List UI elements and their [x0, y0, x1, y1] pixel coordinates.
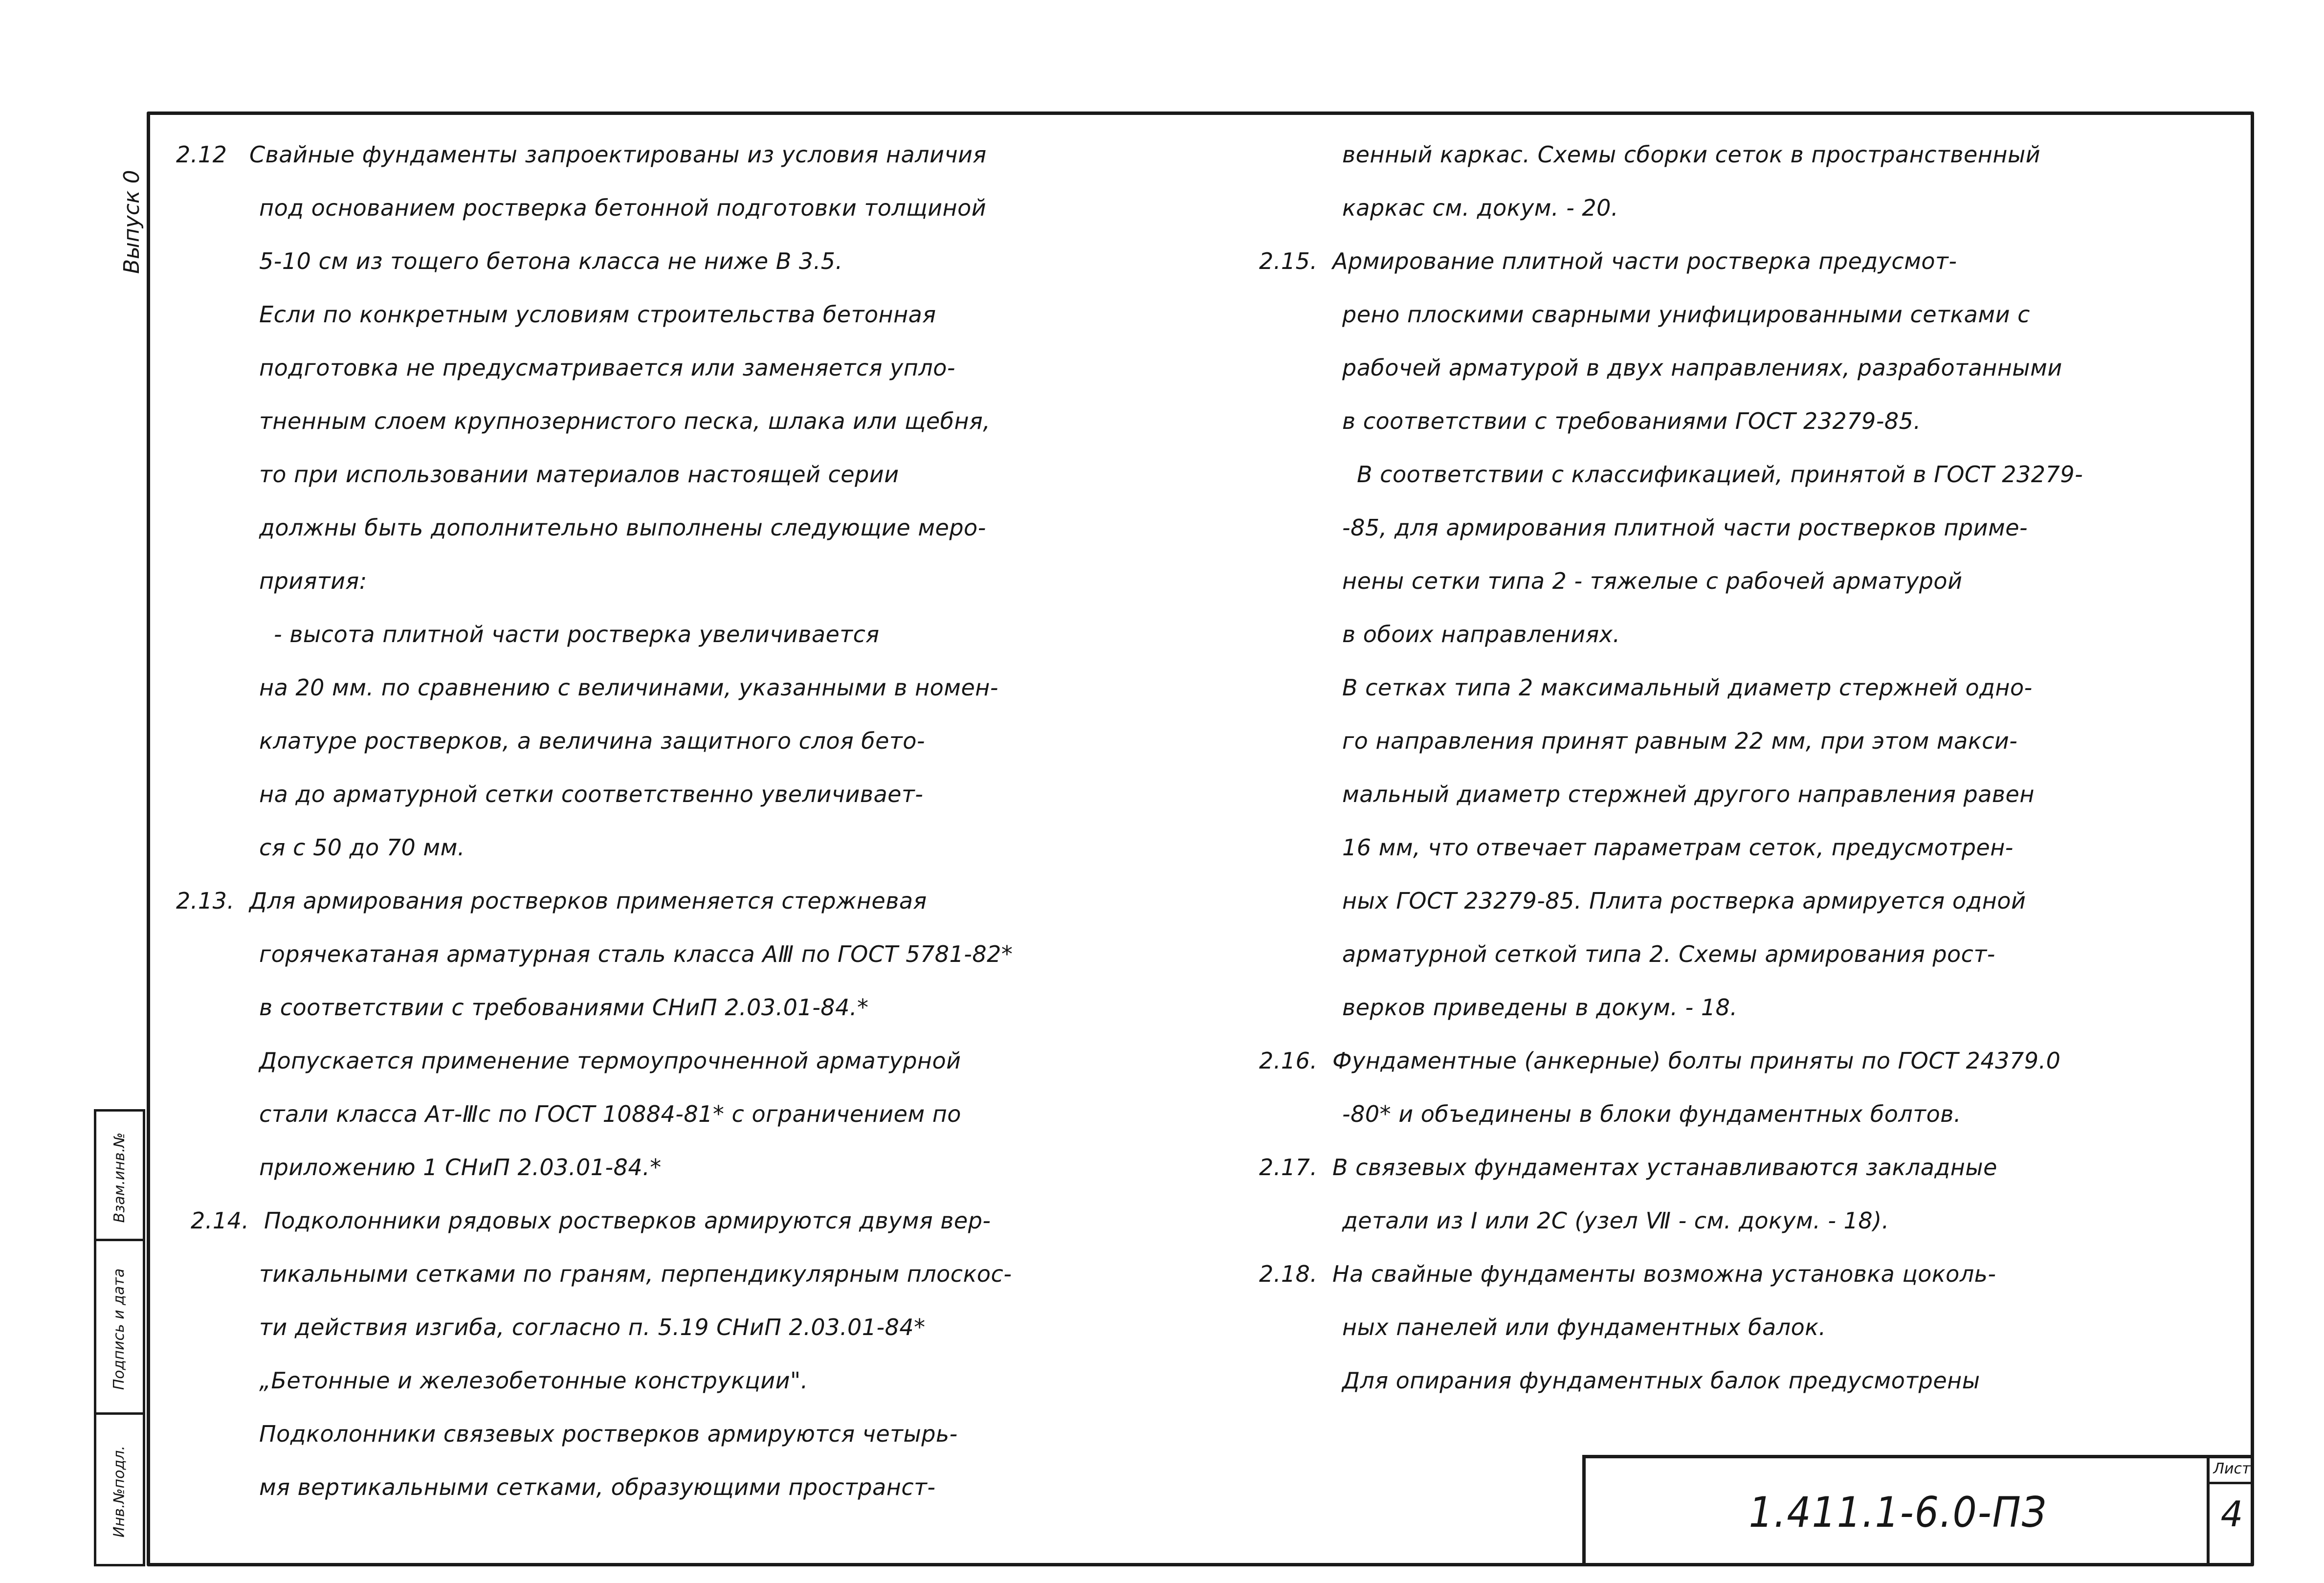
stamp-cell-replaced-inv — [94, 1109, 145, 1241]
text-line: 2.12 Свайные фундаменты запроектированы из условия наличия — [176, 128, 1013, 181]
clause-number: 2.14. — [191, 1207, 249, 1234]
text-line: Допускается применение термоупрочненной арматурной — [259, 1048, 961, 1074]
text-line: стали класса Ат-Ⅲс по ГОСТ 10884-81* с ограничением по — [259, 1101, 961, 1127]
text-line: в обоих направлениях. — [1342, 621, 1620, 647]
left-text-column — [176, 128, 1013, 1514]
clause-number: 2.16. — [1259, 1048, 1318, 1074]
text-line: на 20 мм. по сравнению с величинами, указанными в номен- — [259, 674, 998, 701]
text-line: каркас см. докум. - 20. — [1342, 195, 1619, 221]
clause-number: 2.12 — [176, 141, 227, 168]
text-line: 2.13. Для армирования ростверков применяется стержневая — [176, 874, 1013, 928]
text-line: тненным слоем крупнозернистого песка, шлака или щебня, — [259, 408, 991, 434]
text-line: в соответствии с требованиями ГОСТ 23279-85. — [1342, 408, 1921, 434]
text-line: арматурной сеткой типа 2. Схемы армирования рост- — [1342, 941, 1995, 967]
text-line: клатуре ростверков, а величина защитного слоя бето- — [259, 728, 925, 754]
text-line: -85, для армирования плитной части ростверков приме- — [1342, 514, 2028, 541]
text-line: 2.17. В связевых фундаментах устанавливаются закладные — [1259, 1141, 2083, 1194]
text-line: под основанием ростверка бетонной подготовки толщиной — [259, 195, 987, 221]
text-line: должны быть дополнительно выполнены следующие меро- — [259, 514, 986, 541]
clause-number: 2.15. — [1259, 248, 1318, 274]
text-line: 5-10 см из тощего бетона класса не ниже В 3.5. — [259, 248, 843, 274]
text-line: приятия: — [259, 568, 367, 594]
sheet-divider — [2210, 1482, 2254, 1484]
sheet-number: 4 — [2220, 1494, 2243, 1535]
right-text-column — [1259, 128, 2083, 1407]
text-line: го направления принят равным 22 мм, при этом макси- — [1342, 728, 2018, 754]
text-line: венный каркас. Схемы сборки сеток в пространственный — [1342, 141, 2041, 168]
clause-number: 2.13. — [176, 888, 235, 914]
text-line: верков приведены в докум. - 18. — [1342, 994, 1738, 1021]
text-line: 16 мм, что отвечает параметрам сеток, предусмотрен- — [1342, 834, 2014, 861]
stamp-cell-inv-original — [94, 1412, 145, 1566]
text-line: горячекатаная арматурная сталь класса АⅢ по ГОСТ 5781-82* — [259, 941, 1013, 967]
stamp-cell-signature-date — [94, 1239, 145, 1415]
text-line: Для опирания фундаментных балок предусмотрены — [1342, 1367, 1980, 1394]
title-block — [1582, 1455, 2254, 1566]
text-line: подготовка не предусматривается или заменяется упло- — [259, 355, 955, 381]
text-line: ся с 50 до 70 мм. — [259, 834, 465, 861]
text-line: нены сетки типа 2 - тяжелые с рабочей арматурой — [1342, 568, 1963, 594]
text-line: ных панелей или фундаментных балок. — [1342, 1314, 1826, 1340]
clause-number: 2.17. — [1259, 1154, 1318, 1181]
text-line: в соответствии с требованиями СНиП 2.03.01-84.* — [259, 994, 869, 1021]
sheet-cell — [2207, 1458, 2254, 1566]
text-line: -80* и объединены в блоки фундаментных болтов. — [1342, 1101, 1961, 1127]
sheet-label: Лист — [2213, 1460, 2251, 1477]
text-line: 2.15. Армирование плитной части ростверка предусмот- — [1259, 235, 2083, 288]
text-line: Подколонники связевых ростверков армируются четырь- — [259, 1421, 958, 1447]
text-line: Если по конкретным условиям строительства бетонная — [259, 301, 936, 328]
text-line: мя вертикальными сетками, образующими пространст- — [259, 1474, 936, 1500]
text-line: 2.14. Подколонники рядовых ростверков армируются двумя вер- — [176, 1194, 1013, 1248]
stamp-cell-label: Инв.№подл. — [111, 1446, 128, 1538]
text-line: рабочей арматурой в двух направлениях, разработанными — [1342, 355, 2062, 381]
issue-label: Выпуск 0 — [119, 170, 144, 274]
text-line: детали из I или 2С (узел Ⅶ - см. докум. - 18). — [1342, 1207, 1889, 1234]
text-line: 2.18. На свайные фундаменты возможна установка цоколь- — [1259, 1248, 2083, 1301]
text-line: на до арматурной сетки соответственно увеличивает- — [259, 781, 924, 807]
text-line: ти действия изгиба, согласно п. 5.19 СНиП 2.03.01-84* — [259, 1314, 926, 1340]
text-line: ных ГОСТ 23279-85. Плита ростверка армируется одной — [1342, 888, 2026, 914]
text-line: тикальными сетками по граням, перпендикулярным плоскос- — [259, 1261, 1012, 1287]
text-line: рено плоскими сварными унифицированными сетками с — [1342, 301, 2030, 328]
document-code: 1.411.1-6.0-ПЗ — [1749, 1488, 2047, 1537]
stamp-cell-label: Подпись и дата — [111, 1268, 128, 1390]
text-line: приложению 1 СНиП 2.03.01-84.* — [259, 1154, 662, 1181]
text-line: В сетках типа 2 максимальный диаметр стержней одно- — [1342, 674, 2033, 701]
text-line: В соответствии с классификацией, принятой в ГОСТ 23279- — [1357, 461, 2083, 488]
text-line: мальный диаметр стержней другого направления равен — [1342, 781, 2035, 807]
text-line: то при использовании материалов настоящей серии — [259, 461, 899, 488]
text-line: 2.16. Фундаментные (анкерные) болты приняты по ГОСТ 24379.0 — [1259, 1034, 2083, 1088]
text-line: - высота плитной части ростверка увеличивается — [274, 621, 880, 647]
stamp-cell-label: Взам.инв.№ — [111, 1132, 128, 1223]
clause-number: 2.18. — [1259, 1261, 1318, 1287]
text-line: „Бетонные и железобетонные конструкции". — [259, 1367, 808, 1394]
